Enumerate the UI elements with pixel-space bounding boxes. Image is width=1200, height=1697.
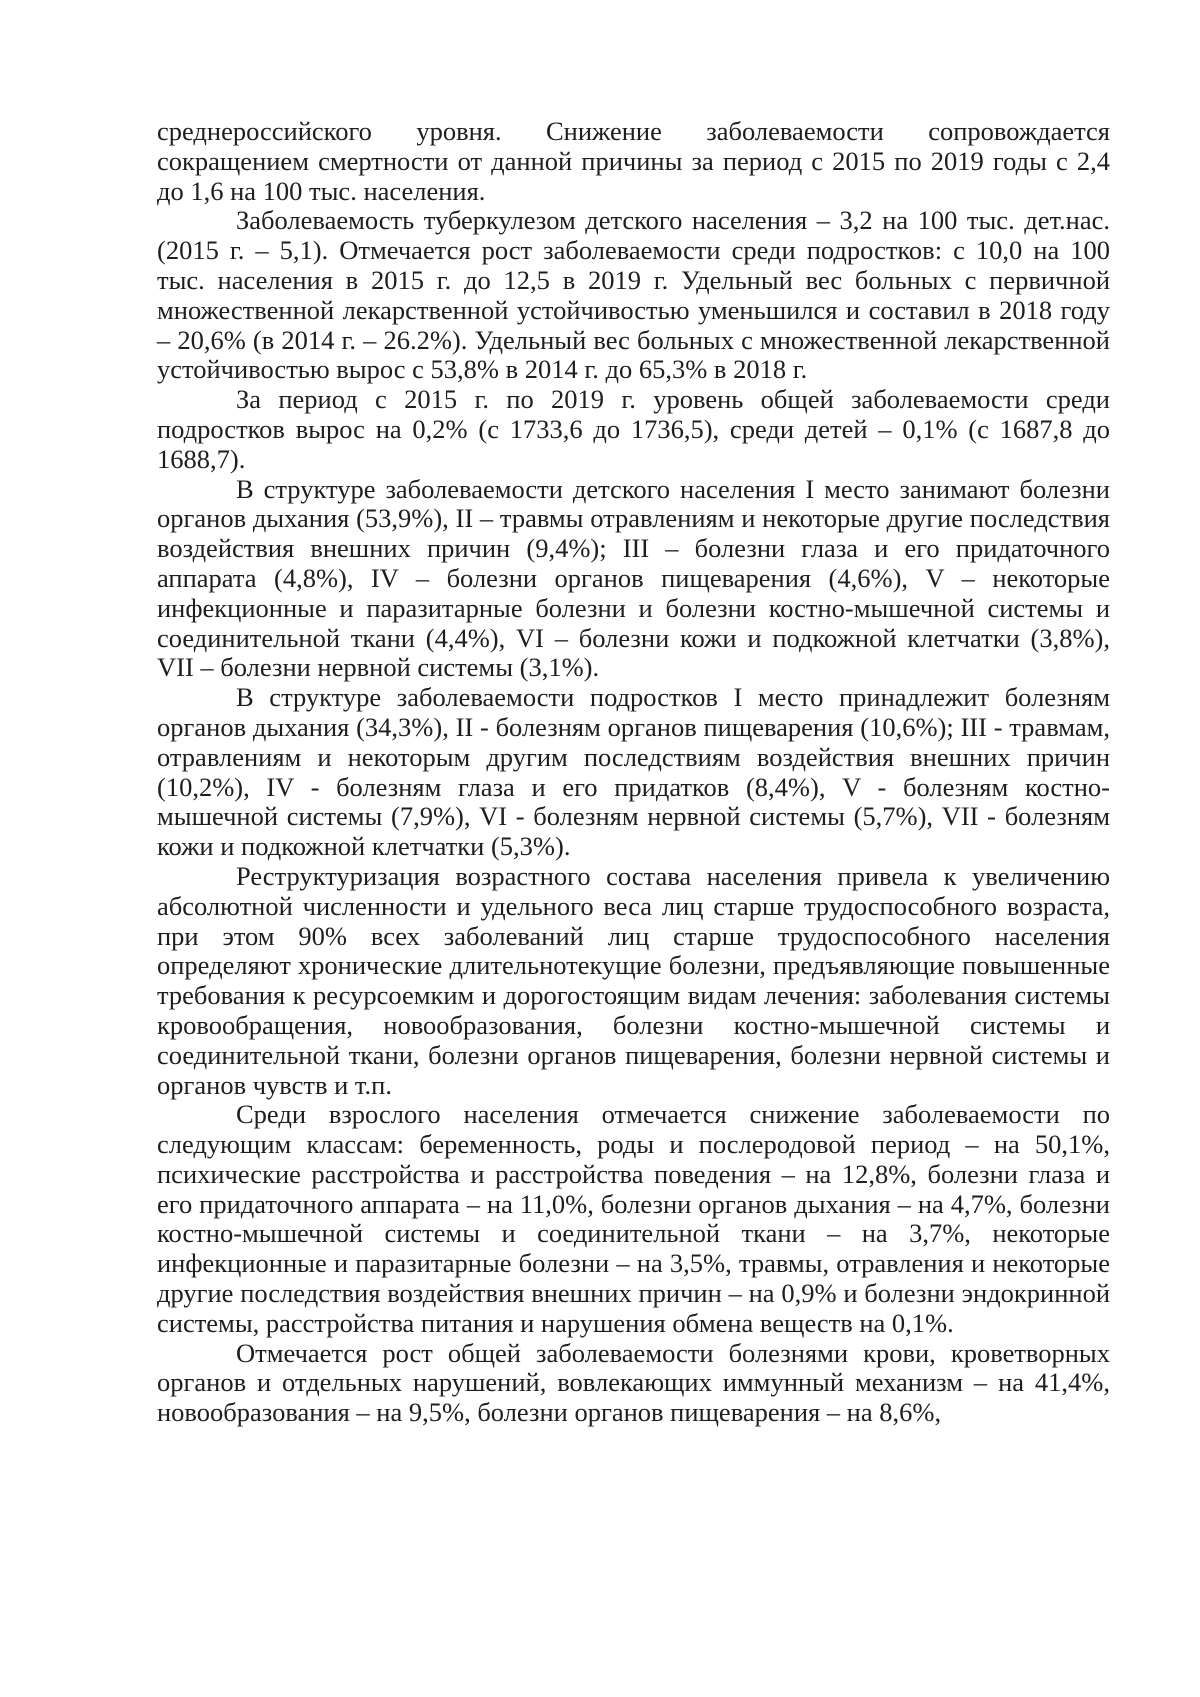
paragraph-adolescents-structure: В структуре заболеваемости подростков I место принадлежит болезням органов дыхания (34,3%), II - болезням органов пищеварения (10,6%); III - травмам, отравлениям и некоторым другим последствиям воздействия внешних причин (10,2%), IV - болезням глаза и его придатков (8,4%), V - болезням костно-мышечной системы (7,9%), VI - болезням нервной системы (5,7%), VII - болезням кожи и подкожной клетчатки (5,3%). [157,682,1110,862]
document-page [157,117,1110,1428]
paragraph-continuation: среднероссийского уровня. Снижение заболеваемости сопровождается сокращением смертности от данной причины за период с 2015 по 2019 годы с 2,4 до 1,6 на 100 тыс. населения. [157,116,1110,206]
paragraph-growth: Отмечается рост общей заболеваемости болезнями крови, кроветворных органов и отдельных нарушений, вовлекающих иммунный механизм – на 41,4%, новообразования – на 9,5%, болезни органов пищеварения – на 8,6%, [157,1337,1110,1428]
paragraph-restructuring: Реструктуризация возрастного состава населения привела к увеличению абсолютной численности и удельного веса лиц старше трудоспособного возраста, при этом 90% всех заболеваний лиц старше трудоспособного населения определяют хронические длительнотекущие болезни, предъявляющие повышенные требования к ресурсоемким и дорогостоящим видам лечения: заболевания системы кровообращения, новообразования, болезни костно-мышечной системы и соединительной ткани, болезни органов пищеварения, болезни нервной системы и органов чувств и т.п. [157,860,1110,1100]
paragraph-adult-decrease: Среди взрослого населения отмечается снижение заболеваемости по следующим классам: беременность, роды и послеродовой период – на 50,1%, психические расстройства и расстройства поведения – на 12,8%, болезни глаза и его придаточного аппарата – на 11,0%, болезни органов дыхания – на 4,7%, болезни костно-мышечной системы и соединительной ткани – на 3,7%, некоторые инфекционные и паразитарные болезни – на 3,5%, травмы, отравления и некоторые другие последствия воздействия внешних причин – на 0,9% и болезни эндокринной системы, расстройства питания и нарушения обмена веществ на 0,1%. [157,1099,1110,1338]
paragraph-tuberculosis-children: Заболеваемость туберкулезом детского населения – 3,2 на 100 тыс. дет.нас. (2015 г. – 5,1). Отмечается рост заболеваемости среди подростков: с 10,0 на 100 тыс. населения в 2015 г. до 12,5 в 2019 г. Удельный вес больных с первичной множественной лекарственной устойчивостью уменьшился и составил в 2018 году – 20,6% (в 2014 г. – 26.2%). Удельный вес больных с множественной лекарственной устойчивостью вырос с 53,8% в 2014 г. до 65,3% в 2018 г. [157,205,1110,385]
paragraph-general-morbidity: За период с 2015 г. по 2019 г. уровень общей заболеваемости среди подростков вырос на 0,2% (с 1733,6 до 1736,5), среди детей – 0,1% (с 1687,8 до 1688,7). [157,384,1110,474]
paragraph-children-structure: В структуре заболеваемости детского населения I место занимают болезни органов дыхания (53,9%), II – травмы отравлениям и некоторые другие последствия воздействия внешних причин (9,4%); III – болезни глаза и его придаточного аппарата (4,8%), IV – болезни органов пищеварения (4,6%), V – некоторые инфекционные и паразитарные болезни и болезни костно-мышечной системы и соединительной ткани (4,4%), VI – болезни кожи и подкожной клетчатки (3,8%), VII – болезни нервной системы (3,1%). [157,473,1110,683]
